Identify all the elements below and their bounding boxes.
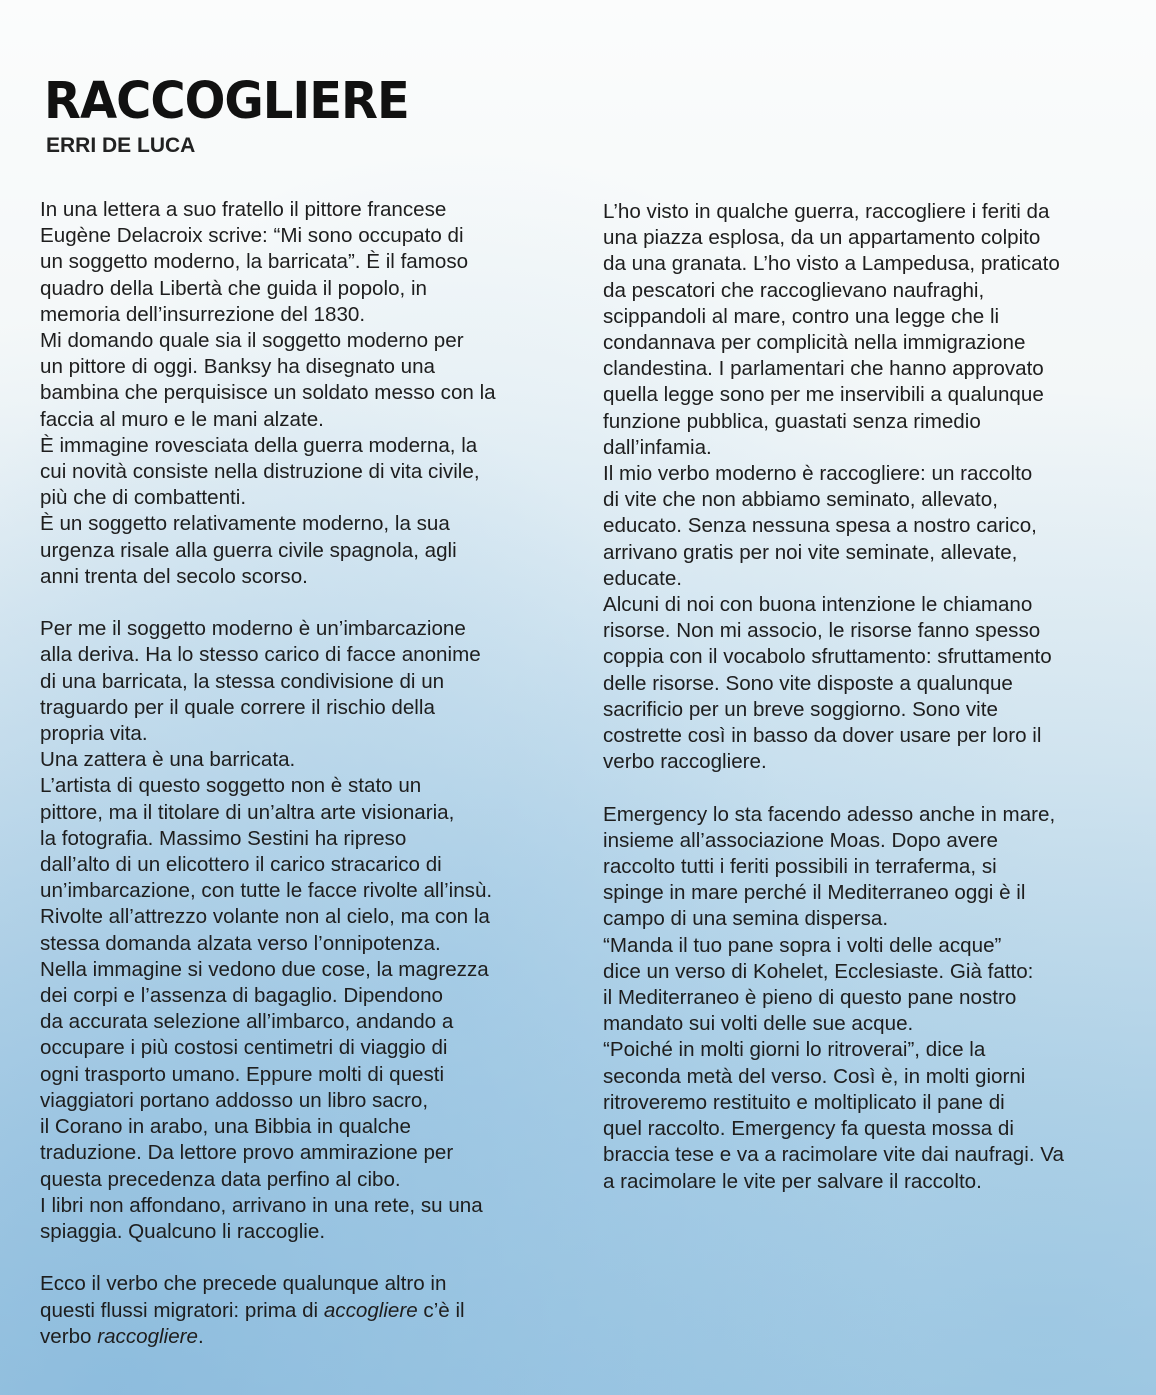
text-line: È un soggetto relativamente moderno, la sua — [40, 512, 450, 536]
text-line: funzione pubblica, guastati senza rimedio — [603, 409, 981, 433]
text-line: Una zattera è una barricata. — [40, 748, 296, 772]
text-line: “Poiché in molti giorni lo ritroverai”, dice la — [603, 1038, 986, 1062]
text-line: Eugène Delacroix scrive: “Mi sono occupato di — [40, 224, 464, 248]
text-line: risorse. Non mi associo, le risorse fanno spesso — [603, 619, 1041, 643]
text-line: di vite che non abbiamo seminato, allevato, — [603, 488, 998, 512]
text-line: urgenza risale alla guerra civile spagnola, agli — [40, 538, 457, 562]
text-line: Rivolte all’attrezzo volante non al cielo, ma con la — [40, 905, 490, 929]
paragraph — [40, 1193, 570, 1245]
text-line: mandato sui volti delle sue acque. — [603, 1012, 914, 1036]
text-line: dei corpi e l’assenza di bagaglio. Dipendono — [40, 984, 443, 1008]
italic-word: raccogliere — [97, 1324, 198, 1348]
text-line — [40, 1298, 570, 1324]
text-line: Ecco il verbo che precede qualunque altro in — [40, 1272, 447, 1296]
text-line: la fotografia. Massimo Sestini ha ripreso — [40, 826, 407, 850]
closing-paragraph — [40, 1271, 570, 1350]
text-segment: verbo — [40, 1324, 98, 1348]
text-line: da una granata. L’ho visto a Lampedusa, praticato — [603, 252, 1060, 276]
text-line: braccia tese e va a racimolare vite dai naufragi. Va — [603, 1143, 1064, 1167]
text-line: Per me il soggetto moderno è un’imbarcazione — [40, 617, 466, 641]
text-line: dall’alto di un elicottero il carico stracarico di — [40, 853, 442, 877]
text-line: clandestina. I parlamentari che hanno approvato — [603, 357, 1044, 381]
text-line: spiaggia. Qualcuno li raccoglie. — [40, 1219, 326, 1243]
text-line: “Manda il tuo pane sopra i volti delle acque” — [603, 933, 1002, 957]
text-line: traguardo per il quale correre il rischio della — [40, 695, 435, 719]
right-column — [603, 199, 1133, 1195]
text-line: da pescatori che raccoglievano naufraghi, — [603, 278, 985, 302]
text-line: un soggetto moderno, la barricata”. È il famoso — [40, 250, 469, 274]
text-line: da accurata selezione all’imbarco, andando a — [40, 1010, 454, 1034]
paragraph — [603, 933, 1133, 1038]
text-line: educate. — [603, 566, 683, 590]
text-line: bambina che perquisisce un soldato messo con la — [40, 381, 496, 405]
paragraph-spacer — [40, 590, 570, 616]
text-line: dall’infamia. — [603, 435, 712, 459]
text-line: occupare i più costosi centimetri di viaggio di — [40, 1036, 448, 1060]
text-line: L’artista di questo soggetto non è stato un — [40, 774, 422, 798]
text-line: insieme all’associazione Moas. Dopo avere — [603, 828, 998, 852]
text-line: dice un verso di Kohelet, Ecclesiaste. Già fatto: — [603, 959, 1034, 983]
text-line: più che di combattenti. — [40, 486, 247, 510]
text-line: traduzione. Da lettore provo ammirazione per — [40, 1141, 454, 1165]
italic-word: accogliere — [323, 1298, 418, 1322]
paragraph-spacer — [40, 1245, 570, 1271]
text-line: L’ho visto in qualche guerra, raccogliere i feriti da — [603, 200, 1050, 223]
paragraph — [603, 461, 1133, 592]
text-line: di una barricata, la stessa condivisione di un — [40, 669, 445, 693]
text-line: il Corano in arabo, una Bibbia in qualche — [40, 1115, 411, 1139]
text-line: propria vita. — [40, 722, 148, 746]
text-line: condannava per complicità nella immigrazione — [603, 331, 1026, 355]
text-line: Emergency lo sta facendo adesso anche in mare, — [603, 802, 1056, 826]
text-segment: c’è il — [417, 1298, 465, 1322]
text-line: cui novità consiste nella distruzione di vita civile, — [40, 460, 480, 484]
text-line: È immagine rovesciata della guerra moderna, la — [40, 433, 478, 457]
text-line: verbo raccogliere. — [603, 750, 767, 774]
paragraph — [603, 802, 1133, 933]
text-line: una piazza esplosa, da un appartamento colpito — [603, 226, 1041, 250]
paragraph — [40, 747, 570, 773]
text-line: Mi domando quale sia il soggetto moderno per — [40, 329, 464, 353]
paragraph — [40, 511, 570, 590]
left-column — [40, 197, 570, 1350]
text-line: Nella immagine si vedono due cose, la magrezza — [40, 957, 489, 981]
text-line: spinge in mare perché il Mediterraneo oggi è il — [603, 881, 1026, 905]
text-line: delle risorse. Sono vite disposte a qualunque — [603, 671, 1013, 695]
text-line: a racimolare le vite per salvare il raccolto. — [603, 1169, 982, 1193]
paragraph — [40, 197, 570, 328]
text-line: In una lettera a suo fratello il pittore francese — [40, 198, 447, 221]
text-line: arrivano gratis per noi vite seminate, allevate, — [603, 540, 1018, 564]
paragraph — [603, 1037, 1133, 1194]
article-title: RACCOGLIERE — [44, 72, 409, 131]
text-line: memoria dell’insurrezione del 1830. — [40, 302, 366, 326]
text-line: ritroveremo restituito e moltiplicato il pane di — [603, 1090, 1005, 1114]
text-line: questa precedenza data perfino al cibo. — [40, 1167, 401, 1191]
text-segment: questi flussi migratori: prima di — [40, 1298, 324, 1322]
paragraph — [40, 773, 570, 1192]
text-line — [40, 1324, 570, 1350]
text-line: quella legge sono per me inservibili a qualunque — [603, 383, 1044, 407]
text-line: pittore, ma il titolare di un’altra arte visionaria, — [40, 800, 455, 824]
text-line: il Mediterraneo è pieno di questo pane nostro — [603, 986, 1017, 1010]
text-line: raccolto tutti i feriti possibili in terraferma, si — [603, 855, 997, 879]
paragraph — [603, 592, 1133, 775]
text-line: faccia al muro e le mani alzate. — [40, 407, 324, 431]
paragraph — [603, 199, 1133, 461]
text-line: un pittore di oggi. Banksy ha disegnato una — [40, 355, 435, 379]
text-line: coppia con il vocabolo sfruttamento: sfruttamento — [603, 645, 1052, 669]
text-line: viaggiatori portano addosso un libro sacro, — [40, 1088, 429, 1112]
text-line: seconda metà del verso. Così è, in molti giorni — [603, 1064, 1026, 1088]
paragraph-spacer — [603, 775, 1133, 801]
text-line: anni trenta del secolo scorso. — [40, 564, 308, 588]
paragraph — [40, 616, 570, 747]
text-line: quadro della Libertà che guida il popolo, in — [40, 276, 427, 300]
text-line: educato. Senza nessuna spesa a nostro carico, — [603, 514, 1037, 538]
text-line: scippandoli al mare, contro una legge che li — [603, 304, 1000, 328]
text-line: costrette così in basso da dover usare per loro il — [603, 724, 1042, 748]
text-segment: . — [197, 1324, 204, 1348]
text-line: stessa domanda alzata verso l’onnipotenza. — [40, 931, 441, 955]
paragraph — [40, 433, 570, 512]
text-line: Il mio verbo moderno è raccogliere: un raccolto — [603, 462, 1033, 486]
text-line: Alcuni di noi con buona intenzione le chiamano — [603, 593, 1033, 617]
text-line: ogni trasporto umano. Eppure molti di questi — [40, 1062, 445, 1086]
text-line: quel raccolto. Emergency fa questa mossa di — [603, 1117, 1014, 1141]
text-line: campo di una semina dispersa. — [603, 907, 889, 931]
text-line: alla deriva. Ha lo stesso carico di facce anonime — [40, 643, 481, 667]
text-line: sacrificio per un breve soggiorno. Sono vite — [603, 697, 998, 721]
text-line: I libri non affondano, arrivano in una rete, su una — [40, 1193, 483, 1217]
article-author: ERRI DE LUCA — [46, 134, 196, 157]
text-line: un’imbarcazione, con tutte le facce rivolte all’insù. — [40, 879, 493, 903]
paragraph — [40, 328, 570, 433]
